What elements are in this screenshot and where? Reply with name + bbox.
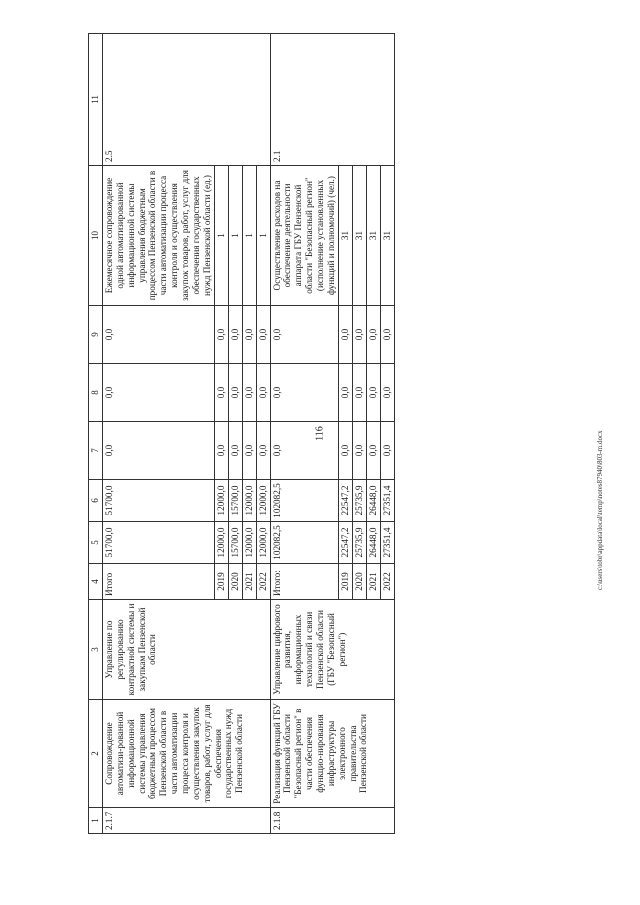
executor: Управление цифрового развития, информационных технологий и связи Пензенской области (ГБУ "Безопасный регион") bbox=[270, 600, 394, 700]
total-value: 51700,0 bbox=[103, 480, 215, 522]
value: 0,0 bbox=[366, 306, 380, 364]
value: 0,0 bbox=[228, 306, 242, 364]
table-row bbox=[103, 34, 215, 834]
value: 25735,9 bbox=[352, 522, 366, 564]
year: 2019 bbox=[338, 564, 352, 600]
total-value: 0,0 bbox=[103, 364, 215, 422]
value: 0,0 bbox=[228, 364, 242, 422]
value: 0,0 bbox=[366, 422, 380, 480]
value: 25735,9 bbox=[352, 480, 366, 522]
header-cell: 9 bbox=[89, 306, 103, 364]
value: 0,0 bbox=[214, 306, 228, 364]
header-cell: 4 bbox=[89, 564, 103, 600]
value: 0,0 bbox=[256, 422, 270, 480]
value: 0,0 bbox=[380, 364, 394, 422]
year: 2022 bbox=[256, 564, 270, 600]
value: 0,0 bbox=[242, 422, 256, 480]
header-cell: 10 bbox=[89, 166, 103, 306]
header-cell: 8 bbox=[89, 364, 103, 422]
value: 12000,0 bbox=[214, 480, 228, 522]
value: 27351,4 bbox=[380, 522, 394, 564]
link-ref: 2.5 bbox=[103, 34, 271, 166]
value: 0,0 bbox=[338, 364, 352, 422]
indicator-value: 31 bbox=[352, 166, 366, 306]
header-cell: 5 bbox=[89, 522, 103, 564]
value: 0,0 bbox=[214, 364, 228, 422]
indicator-value: 31 bbox=[380, 166, 394, 306]
value: 26448,0 bbox=[366, 480, 380, 522]
row-id: 2.1.8 bbox=[270, 808, 394, 834]
total-value: 102082,5 bbox=[270, 522, 338, 564]
indicator-value: 31 bbox=[366, 166, 380, 306]
value: 0,0 bbox=[352, 364, 366, 422]
value: 22547,2 bbox=[338, 480, 352, 522]
executor: Управление по регулированию контрактной системы и закупкам Пензенской области bbox=[103, 600, 271, 700]
header-cell: 7 bbox=[89, 422, 103, 480]
activity-name: Реализация функций ГБУ Пензенской области "Безопасный регион" в части обеспечения функцио-нирования инфраструктуры электронного правительства Пензенской области bbox=[270, 700, 394, 808]
value: 0,0 bbox=[242, 306, 256, 364]
total-value: 0,0 bbox=[103, 306, 215, 364]
footer-file-path: c:\users\tobr\appdata\local\temp\notes87940\803-m.docx bbox=[596, 430, 604, 590]
program-table bbox=[88, 33, 395, 834]
table-row bbox=[270, 34, 338, 834]
total-value: 102082,5 bbox=[270, 480, 338, 522]
indicator-text: Осуществление расходов на обеспечение деятельности аппарата ГБУ Пензенской области "Безопасный регион" (исполнение установленных функций и полномочий) (чел.) bbox=[270, 166, 338, 306]
value: 0,0 bbox=[214, 422, 228, 480]
value: 26448,0 bbox=[366, 522, 380, 564]
indicator-value: 1 bbox=[214, 166, 228, 306]
value: 15700,0 bbox=[228, 522, 242, 564]
value: 0,0 bbox=[228, 422, 242, 480]
total-value: 0,0 bbox=[270, 306, 338, 364]
value: 0,0 bbox=[352, 422, 366, 480]
total-value: 0,0 bbox=[270, 422, 338, 480]
value: 12000,0 bbox=[256, 480, 270, 522]
activity-name: Сопровождение автоматизи-рованной информационной системы управления бюджетным процессом Пензенской области в части автоматизации процесса контроля и осуществления закупок товаров, работ, услуг для обеспечения государственных нужд Пензенской области bbox=[103, 700, 271, 808]
year: 2019 bbox=[214, 564, 228, 600]
total-label: Итого: bbox=[270, 564, 338, 600]
indicator-text: Ежемесячное сопровождение одной автоматизированной информационной системы управления бюджетным процессом Пензенской области в части автоматизации процесса контроля и осуществления закупок товаров, работ, услуг для обеспечения государственных нужд Пензенской области (ед.) bbox=[103, 166, 215, 306]
year: 2022 bbox=[380, 564, 394, 600]
indicator-value: 1 bbox=[228, 166, 242, 306]
value: 0,0 bbox=[256, 364, 270, 422]
indicator-value: 31 bbox=[338, 166, 352, 306]
header-cell: 11 bbox=[89, 34, 103, 166]
total-value: 51700,0 bbox=[103, 522, 215, 564]
value: 0,0 bbox=[352, 306, 366, 364]
value: 12000,0 bbox=[242, 480, 256, 522]
value: 12000,0 bbox=[242, 522, 256, 564]
year: 2021 bbox=[242, 564, 256, 600]
indicator-value: 1 bbox=[256, 166, 270, 306]
page-number: 116 bbox=[314, 426, 326, 441]
value: 0,0 bbox=[242, 364, 256, 422]
indicator-value: 1 bbox=[242, 166, 256, 306]
header-cell: 6 bbox=[89, 480, 103, 522]
value: 0,0 bbox=[338, 422, 352, 480]
total-value: 0,0 bbox=[103, 422, 215, 480]
year: 2020 bbox=[228, 564, 242, 600]
link-ref: 2.1 bbox=[270, 34, 394, 166]
year: 2020 bbox=[352, 564, 366, 600]
value: 15700,0 bbox=[228, 480, 242, 522]
header-cell: 1 bbox=[89, 808, 103, 834]
table-header-row bbox=[89, 34, 103, 834]
header-cell: 2 bbox=[89, 700, 103, 808]
value: 0,0 bbox=[380, 422, 394, 480]
value: 12000,0 bbox=[214, 522, 228, 564]
value: 0,0 bbox=[366, 364, 380, 422]
value: 0,0 bbox=[256, 306, 270, 364]
value: 0,0 bbox=[380, 306, 394, 364]
value: 27351,4 bbox=[380, 480, 394, 522]
value: 0,0 bbox=[338, 306, 352, 364]
total-label: Итого bbox=[103, 564, 215, 600]
total-value: 0,0 bbox=[270, 364, 338, 422]
header-cell: 3 bbox=[89, 600, 103, 700]
value: 12000,0 bbox=[256, 522, 270, 564]
value: 22547,2 bbox=[338, 522, 352, 564]
row-id: 2.1.7 bbox=[103, 808, 271, 834]
year: 2021 bbox=[366, 564, 380, 600]
